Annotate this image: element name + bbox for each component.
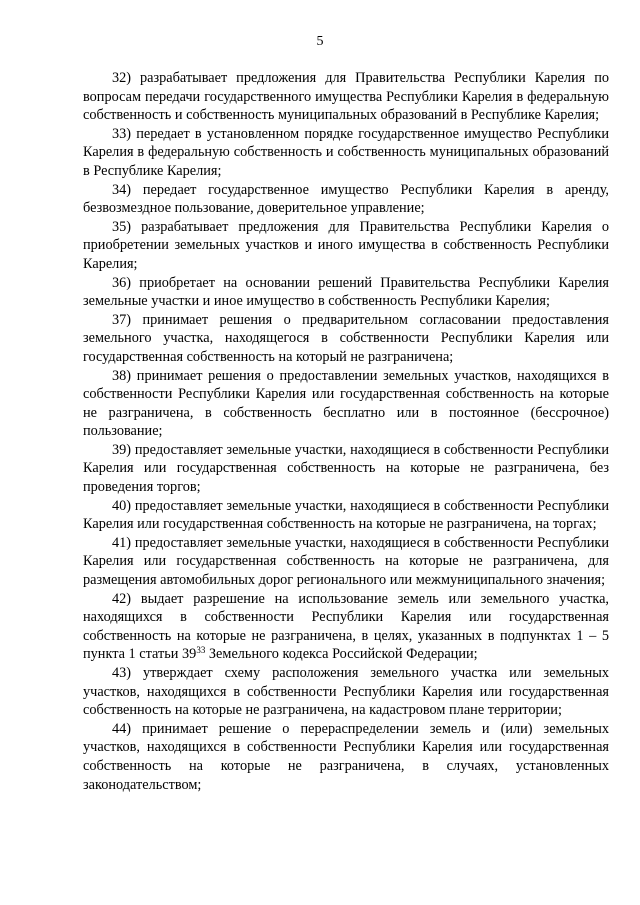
document-body (83, 69, 609, 794)
paragraph-42-text-before: 42) выдает разрешение на использование земель или земельного участка, находящихся в собственности Республики Карелия или государственная собственность на которые не разграничена, в целях, указанных в подпунктах 1 – 5 пункта 1 статьи 39 (83, 590, 609, 663)
paragraph-44: 44) принимает решение о перераспределении земель и (или) земельных участков, находящихся в собственности Республики Карелия или государственная собственность на которые не разграничена, в случаях, установленных законодательством; (83, 720, 609, 793)
paragraph-37: 37) принимает решения о предварительном согласовании предоставления земельного участка, находящегося в собственности Республики Карелия или государственная собственность на который не разграничена; (83, 311, 609, 365)
paragraph-33: 33) передает в установленном порядке государственное имущество Республики Карелия в федеральную собственность и собственность муниципальных образований в Республике Карелия; (83, 125, 609, 179)
paragraph-41: 41) предоставляет земельные участки, находящиеся в собственности Республики Карелия или государственная собственность на которые не разграничена, для размещения автомобильных дорог регионального или межмуниципального значения; (83, 534, 609, 589)
paragraph-43: 43) утверждает схему расположения земельного участка или земельных участков, находящихся в собственности Республики Карелия или государственная собственность на которые не разграничена, на кадастровом плане территории; (83, 665, 609, 719)
paragraph-42 (83, 590, 609, 664)
paragraph-32: 32) разрабатывает предложения для Правительства Республики Карелия по вопросам передачи государственного имущества Республики Карелия в федеральную собственность и собственность муниципальных образований в Республике Карелия; (83, 70, 609, 124)
page-number: 5 (316, 34, 324, 49)
paragraph-42-text-after: Земельного кодекса Российской Федерации; (205, 646, 478, 663)
paragraph-36: 36) приобретает на основании решений Правительства Республики Карелия земельные участки и иное имущество в собственность Республики Карелия; (83, 274, 609, 310)
paragraph-40: 40) предоставляет земельные участки, находящиеся в собственности Республики Карелия или государственная собственность на которые не разграничена, на торгах; (83, 497, 609, 533)
paragraph-39: 39) предоставляет земельные участки, находящиеся в собственности Республики Карелия или государственная собственность на которые не разграничена, без проведения торгов; (83, 441, 609, 496)
paragraph-38: 38) принимает решения о предоставлении земельных участков, находящихся в собственности Республики Карелия или государственная собственность на которые не разграничена, в собственность бесплатно или в постоянное (бессрочное) пользование; (83, 367, 609, 440)
paragraph-35: 35) разрабатывает предложения для Правительства Республики Карелия о приобретении земельных участков и иного имущества в собственность Республики Карелия; (83, 218, 609, 272)
article-superscript: 33 (196, 645, 206, 656)
paragraph-34: 34) передает государственное имущество Республики Карелия в аренду, безвозмездное пользование, доверительное управление; (83, 181, 609, 217)
